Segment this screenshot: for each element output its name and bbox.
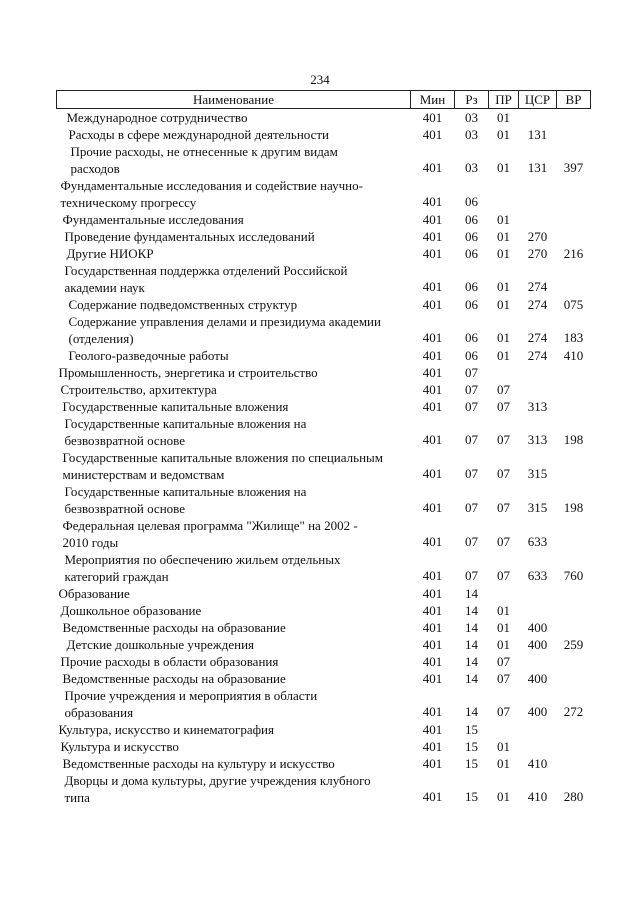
row-min: 401	[422, 330, 443, 345]
row-name: Фундаментальные исследования и содействие научно- техническому прогрессу	[60, 178, 363, 210]
row-rz: 07	[465, 568, 478, 583]
row-csr: 131	[527, 127, 548, 142]
row-min: 401	[422, 229, 443, 244]
table-row	[57, 364, 591, 381]
row-name: Культура и искусство	[60, 739, 179, 754]
row-csr: 274	[527, 348, 548, 363]
row-name: Проведение фундаментальных исследований	[64, 229, 315, 244]
row-csr: 313	[527, 399, 548, 414]
row-min: 401	[422, 704, 443, 719]
row-pr	[489, 177, 519, 211]
row-vr: 198	[563, 432, 584, 447]
row-csr: 131	[527, 160, 548, 175]
row-min: 401	[422, 246, 443, 261]
table-row	[57, 262, 591, 296]
row-name: Содержание подведомственных структур	[68, 297, 298, 312]
table-header-row	[57, 91, 591, 109]
row-vr: 075	[563, 297, 584, 312]
budget-table	[56, 90, 591, 806]
header-name: Наименование	[57, 91, 411, 109]
page-number: 234	[310, 72, 330, 87]
row-pr: 01	[497, 756, 510, 771]
row-name: Прочие учреждения и мероприятия в области образования	[64, 688, 318, 720]
row-vr: 280	[563, 789, 584, 804]
row-name: Детские дошкольные учреждения	[66, 637, 255, 652]
row-rz: 06	[465, 246, 478, 261]
row-vr: 216	[563, 246, 584, 261]
row-csr: 274	[527, 297, 548, 312]
row-csr	[519, 585, 557, 602]
table-row	[57, 449, 591, 483]
row-min: 401	[422, 160, 443, 175]
table-row	[57, 755, 591, 772]
table-row	[57, 551, 591, 585]
row-rz: 14	[465, 603, 478, 618]
table-row	[57, 772, 591, 806]
row-pr: 07	[497, 500, 510, 515]
table-row	[57, 483, 591, 517]
row-csr: 410	[527, 756, 548, 771]
row-pr: 01	[497, 229, 510, 244]
row-min: 401	[422, 348, 443, 363]
row-rz: 07	[465, 534, 478, 549]
row-csr	[519, 602, 557, 619]
row-pr: 01	[497, 279, 510, 294]
row-min: 401	[422, 756, 443, 771]
row-pr: 01	[497, 110, 510, 125]
row-csr: 315	[527, 500, 548, 515]
row-pr: 07	[497, 568, 510, 583]
table-row	[57, 415, 591, 449]
table-row	[57, 109, 591, 127]
row-rz: 14	[465, 654, 478, 669]
row-vr	[557, 602, 591, 619]
row-rz: 06	[465, 212, 478, 227]
row-csr	[519, 109, 557, 127]
row-name: Дошкольное образование	[60, 603, 202, 618]
row-pr: 01	[497, 330, 510, 345]
row-min: 401	[422, 127, 443, 142]
row-rz: 06	[465, 330, 478, 345]
row-rz: 15	[465, 739, 478, 754]
row-rz: 07	[465, 466, 478, 481]
row-pr	[489, 585, 519, 602]
row-name: Государственные капитальные вложения на безвозвратной основе	[64, 416, 307, 448]
row-rz: 06	[465, 348, 478, 363]
row-csr: 400	[527, 637, 548, 652]
row-rz: 07	[465, 382, 478, 397]
row-name: Другие НИОКР	[66, 246, 154, 261]
table-body	[57, 109, 591, 807]
table-row	[57, 585, 591, 602]
row-min: 401	[422, 382, 443, 397]
row-pr: 01	[497, 637, 510, 652]
row-pr: 07	[497, 654, 510, 669]
row-name: Культура, искусство и кинематография	[58, 722, 274, 737]
row-vr	[557, 211, 591, 228]
row-min: 401	[422, 466, 443, 481]
row-name: Промышленность, энергетика и строительство	[58, 365, 318, 380]
row-name: Государственная поддержка отделений Российской академии наук	[64, 263, 348, 295]
row-name: Строительство, архитектура	[60, 382, 217, 397]
row-vr: 198	[563, 500, 584, 515]
row-min: 401	[422, 568, 443, 583]
row-vr: 397	[563, 160, 584, 175]
row-csr: 274	[527, 279, 548, 294]
table-row	[57, 177, 591, 211]
row-vr: 410	[563, 348, 584, 363]
row-rz: 07	[465, 500, 478, 515]
row-pr: 01	[497, 620, 510, 635]
row-vr	[557, 738, 591, 755]
row-csr: 400	[527, 620, 548, 635]
row-name: Расходы в сфере международной деятельности	[68, 127, 330, 142]
row-min: 401	[422, 110, 443, 125]
row-name: Федеральная целевая программа "Жилище" на 2002 - 2010 годы	[62, 518, 358, 550]
table-row	[57, 313, 591, 347]
table-row	[57, 653, 591, 670]
row-vr	[557, 398, 591, 415]
row-csr: 313	[527, 432, 548, 447]
table-row	[57, 517, 591, 551]
row-rz: 07	[465, 365, 478, 380]
row-pr: 07	[497, 704, 510, 719]
row-name: Образование	[58, 586, 130, 601]
row-rz: 07	[465, 399, 478, 414]
row-name: Мероприятия по обеспечению жильем отдельных категорий граждан	[64, 552, 341, 584]
row-vr	[557, 585, 591, 602]
row-pr: 07	[497, 432, 510, 447]
row-rz: 14	[465, 637, 478, 652]
header-rz: Рз	[455, 91, 489, 109]
row-min: 401	[422, 500, 443, 515]
row-rz: 06	[465, 297, 478, 312]
table-row	[57, 602, 591, 619]
row-csr	[519, 721, 557, 738]
table-row	[57, 347, 591, 364]
row-pr: 01	[497, 297, 510, 312]
row-min: 401	[422, 212, 443, 227]
table-row	[57, 636, 591, 653]
row-rz: 14	[465, 620, 478, 635]
row-rz: 03	[465, 127, 478, 142]
row-min: 401	[422, 297, 443, 312]
row-vr	[557, 755, 591, 772]
table-row	[57, 381, 591, 398]
row-rz: 06	[465, 229, 478, 244]
row-name: Прочие расходы в области образования	[60, 654, 279, 669]
row-pr: 07	[497, 534, 510, 549]
row-min: 401	[422, 654, 443, 669]
row-vr	[557, 126, 591, 143]
header-vr: ВР	[557, 91, 591, 109]
row-rz: 06	[465, 194, 478, 209]
row-csr: 274	[527, 330, 548, 345]
table-row	[57, 670, 591, 687]
row-rz: 07	[465, 432, 478, 447]
row-min: 401	[422, 534, 443, 549]
row-vr	[557, 109, 591, 127]
row-vr: 183	[563, 330, 584, 345]
row-min: 401	[422, 365, 443, 380]
row-vr	[557, 721, 591, 738]
row-pr	[489, 721, 519, 738]
row-name: Ведомственные расходы на образование	[62, 671, 286, 686]
row-csr: 400	[527, 671, 548, 686]
row-pr	[489, 364, 519, 381]
row-name: Геолого-разведочные работы	[68, 348, 229, 363]
row-csr	[519, 364, 557, 381]
row-name: Международное сотрудничество	[66, 110, 248, 125]
table-row	[57, 126, 591, 143]
row-vr	[557, 381, 591, 398]
table-row	[57, 296, 591, 313]
row-pr: 01	[497, 160, 510, 175]
row-vr	[557, 228, 591, 245]
table-row	[57, 721, 591, 738]
row-pr: 01	[497, 603, 510, 618]
row-rz: 15	[465, 756, 478, 771]
row-min: 401	[422, 620, 443, 635]
row-rz: 03	[465, 160, 478, 175]
row-name: Содержание управления делами и президиума академии (отделения)	[68, 314, 381, 346]
row-csr: 400	[527, 704, 548, 719]
row-pr: 01	[497, 127, 510, 142]
table-row	[57, 738, 591, 755]
row-vr	[557, 670, 591, 687]
row-csr: 270	[527, 246, 548, 261]
table-row	[57, 245, 591, 262]
row-rz: 15	[465, 722, 478, 737]
row-csr: 633	[527, 568, 548, 583]
row-vr	[557, 517, 591, 551]
row-min: 401	[422, 789, 443, 804]
table-row	[57, 211, 591, 228]
row-csr	[519, 738, 557, 755]
table-row	[57, 228, 591, 245]
row-vr	[557, 449, 591, 483]
row-rz: 03	[465, 110, 478, 125]
row-csr: 270	[527, 229, 548, 244]
row-min: 401	[422, 279, 443, 294]
row-vr: 272	[563, 704, 584, 719]
row-rz: 15	[465, 789, 478, 804]
row-pr: 07	[497, 399, 510, 414]
row-rz: 14	[465, 704, 478, 719]
row-name: Дворцы и дома культуры, другие учреждения клубного типа	[64, 773, 371, 805]
row-pr: 01	[497, 739, 510, 754]
row-name: Прочие расходы, не отнесенные к другим видам расходов	[70, 144, 338, 176]
row-min: 401	[422, 399, 443, 414]
row-pr: 01	[497, 212, 510, 227]
row-min: 401	[422, 194, 443, 209]
table-row	[57, 619, 591, 636]
row-pr: 07	[497, 466, 510, 481]
row-csr	[519, 177, 557, 211]
row-pr: 01	[497, 246, 510, 261]
row-csr	[519, 381, 557, 398]
row-vr	[557, 619, 591, 636]
row-name: Государственные капитальные вложения	[62, 399, 289, 414]
row-name: Ведомственные расходы на образование	[62, 620, 286, 635]
row-csr	[519, 211, 557, 228]
header-min: Мин	[411, 91, 455, 109]
row-name: Государственные капитальные вложения по специальным министерствам и ведомствам	[62, 450, 383, 482]
row-min: 401	[422, 603, 443, 618]
row-vr: 259	[563, 637, 584, 652]
header-csr: ЦСР	[519, 91, 557, 109]
row-vr	[557, 653, 591, 670]
row-pr: 07	[497, 382, 510, 397]
row-csr: 315	[527, 466, 548, 481]
row-min: 401	[422, 432, 443, 447]
row-min: 401	[422, 739, 443, 754]
row-csr	[519, 653, 557, 670]
row-vr: 760	[563, 568, 584, 583]
row-rz: 14	[465, 671, 478, 686]
row-vr	[557, 177, 591, 211]
row-pr: 07	[497, 671, 510, 686]
row-csr: 633	[527, 534, 548, 549]
row-name: Фундаментальные исследования	[62, 212, 244, 227]
table-row	[57, 398, 591, 415]
row-min: 401	[422, 637, 443, 652]
row-csr: 410	[527, 789, 548, 804]
row-pr: 01	[497, 789, 510, 804]
row-vr	[557, 364, 591, 381]
row-min: 401	[422, 586, 443, 601]
header-pr: ПР	[489, 91, 519, 109]
row-vr	[557, 262, 591, 296]
row-rz: 14	[465, 586, 478, 601]
row-rz: 06	[465, 279, 478, 294]
row-pr: 01	[497, 348, 510, 363]
row-min: 401	[422, 722, 443, 737]
table-row	[57, 687, 591, 721]
row-name: Государственные капитальные вложения на безвозвратной основе	[64, 484, 307, 516]
row-name: Ведомственные расходы на культуру и искусство	[62, 756, 335, 771]
table-row	[57, 143, 591, 177]
row-min: 401	[422, 671, 443, 686]
